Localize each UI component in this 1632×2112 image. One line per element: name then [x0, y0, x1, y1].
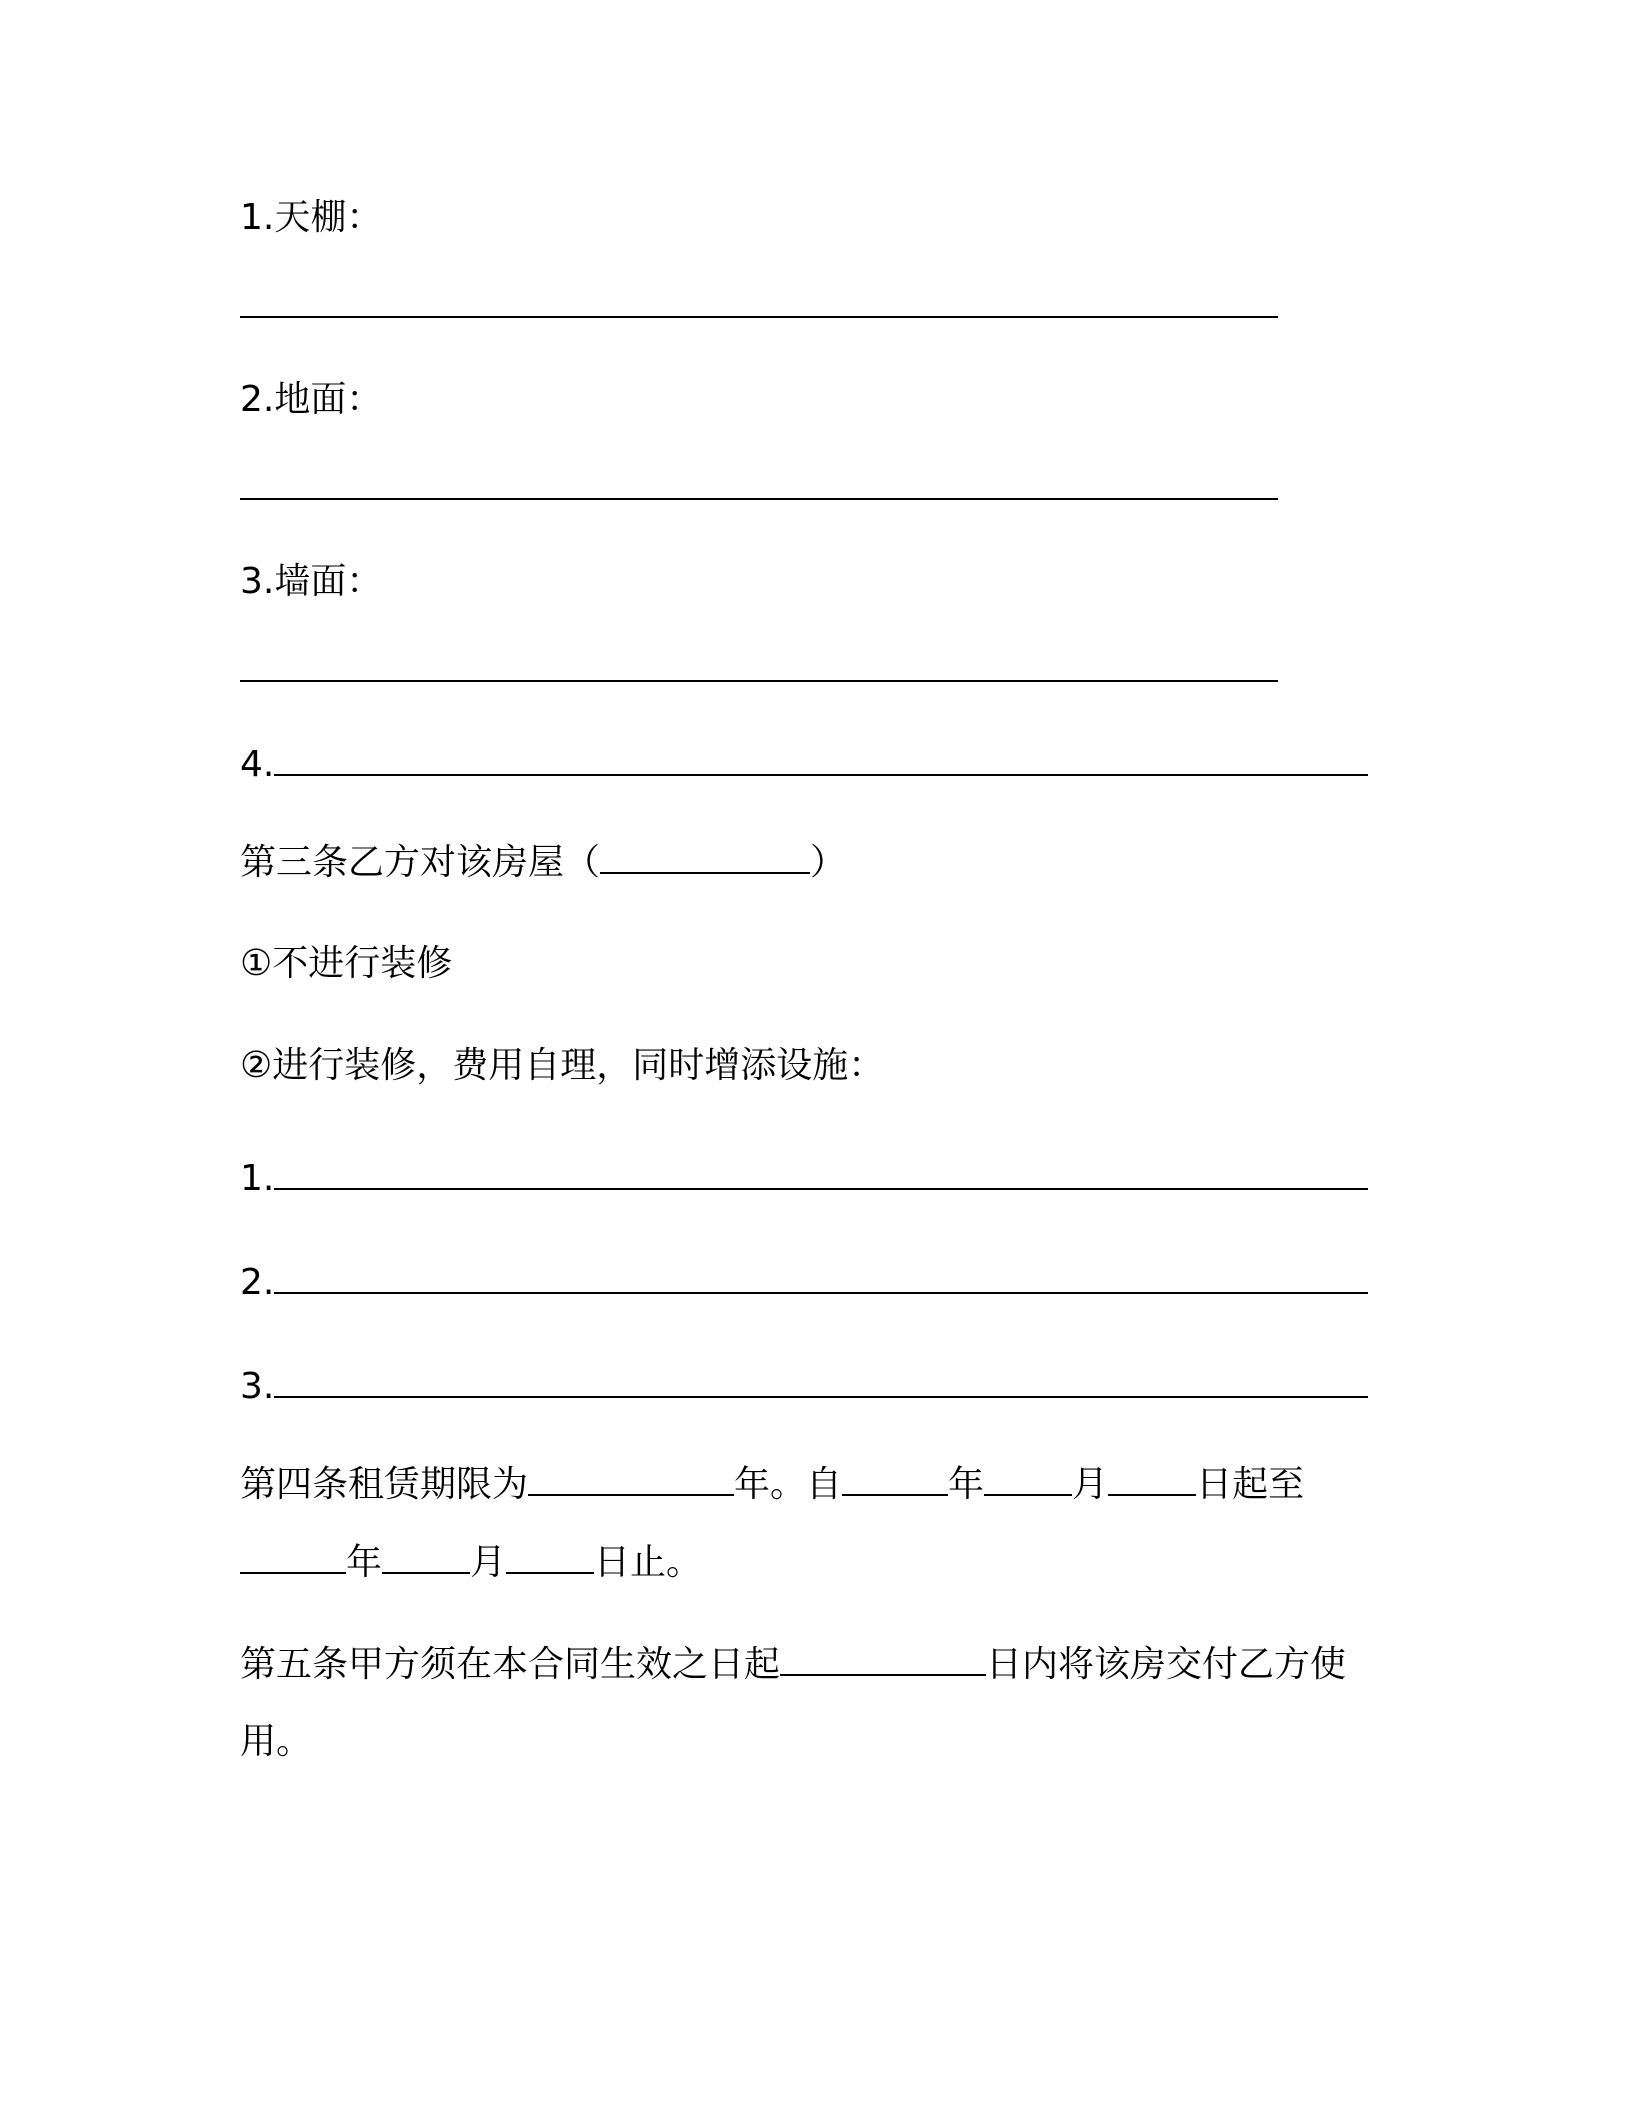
ceiling-blank-line — [240, 316, 1278, 318]
article-3-heading — [240, 838, 846, 887]
handover-days-blank — [780, 1640, 986, 1676]
facility-3-blank — [274, 1362, 1368, 1398]
article-4-lead: 第四条租赁期限为 — [240, 1464, 529, 1505]
facility-3-row — [240, 1362, 1368, 1411]
article-4-month2: 月 — [470, 1542, 507, 1583]
end-month-blank — [382, 1538, 470, 1574]
item-4-row — [240, 740, 1368, 789]
article-5-line-2: 用。 — [240, 1721, 313, 1762]
article-5-lead: 第五条甲方须在本合同生效之日起 — [240, 1644, 781, 1685]
option-no-decoration: ①不进行装修 — [240, 943, 453, 984]
article-4-line-2 — [240, 1538, 702, 1587]
floor-blank-line — [240, 498, 1278, 500]
lease-years-blank — [528, 1460, 734, 1496]
start-year-blank — [842, 1460, 948, 1496]
article-4-day-to: 日起至 — [1196, 1464, 1305, 1505]
option-decoration: ②进行装修，费用自理，同时增添设施： — [240, 1045, 885, 1086]
article-5-tail: 日内将该房交付乙方使 — [986, 1644, 1347, 1685]
wall-blank-line — [240, 680, 1278, 682]
article-5-line-1 — [240, 1640, 1346, 1689]
facility-3-number: 3. — [240, 1366, 275, 1407]
item-4-number: 4. — [240, 744, 275, 785]
item-wall-label: 3.墙面： — [240, 561, 383, 602]
facility-1-row — [240, 1154, 1368, 1203]
end-year-blank — [240, 1538, 346, 1574]
facility-2-row — [240, 1258, 1368, 1307]
article-4-year-from: 年。自 — [734, 1464, 843, 1505]
article-3-text: 第三条乙方对该房屋（ — [240, 842, 601, 883]
article-4-line-1 — [240, 1460, 1304, 1509]
article-3-close-paren: ） — [810, 842, 847, 883]
article-4-month1: 月 — [1072, 1464, 1109, 1505]
start-month-blank — [984, 1460, 1072, 1496]
article-4-year2: 年 — [346, 1542, 383, 1583]
facility-2-number: 2. — [240, 1262, 275, 1303]
article-3-choice-blank — [600, 838, 810, 874]
item-ceiling-label: 1.天棚： — [240, 197, 383, 238]
article-4-day-end: 日止。 — [594, 1542, 703, 1583]
start-day-blank — [1108, 1460, 1196, 1496]
item-floor-label: 2.地面： — [240, 379, 383, 420]
facility-1-number: 1. — [240, 1158, 275, 1199]
end-day-blank — [506, 1538, 594, 1574]
article-4-year1: 年 — [948, 1464, 985, 1505]
facility-1-blank — [274, 1154, 1368, 1190]
item-4-blank — [274, 740, 1368, 776]
facility-2-blank — [274, 1258, 1368, 1294]
